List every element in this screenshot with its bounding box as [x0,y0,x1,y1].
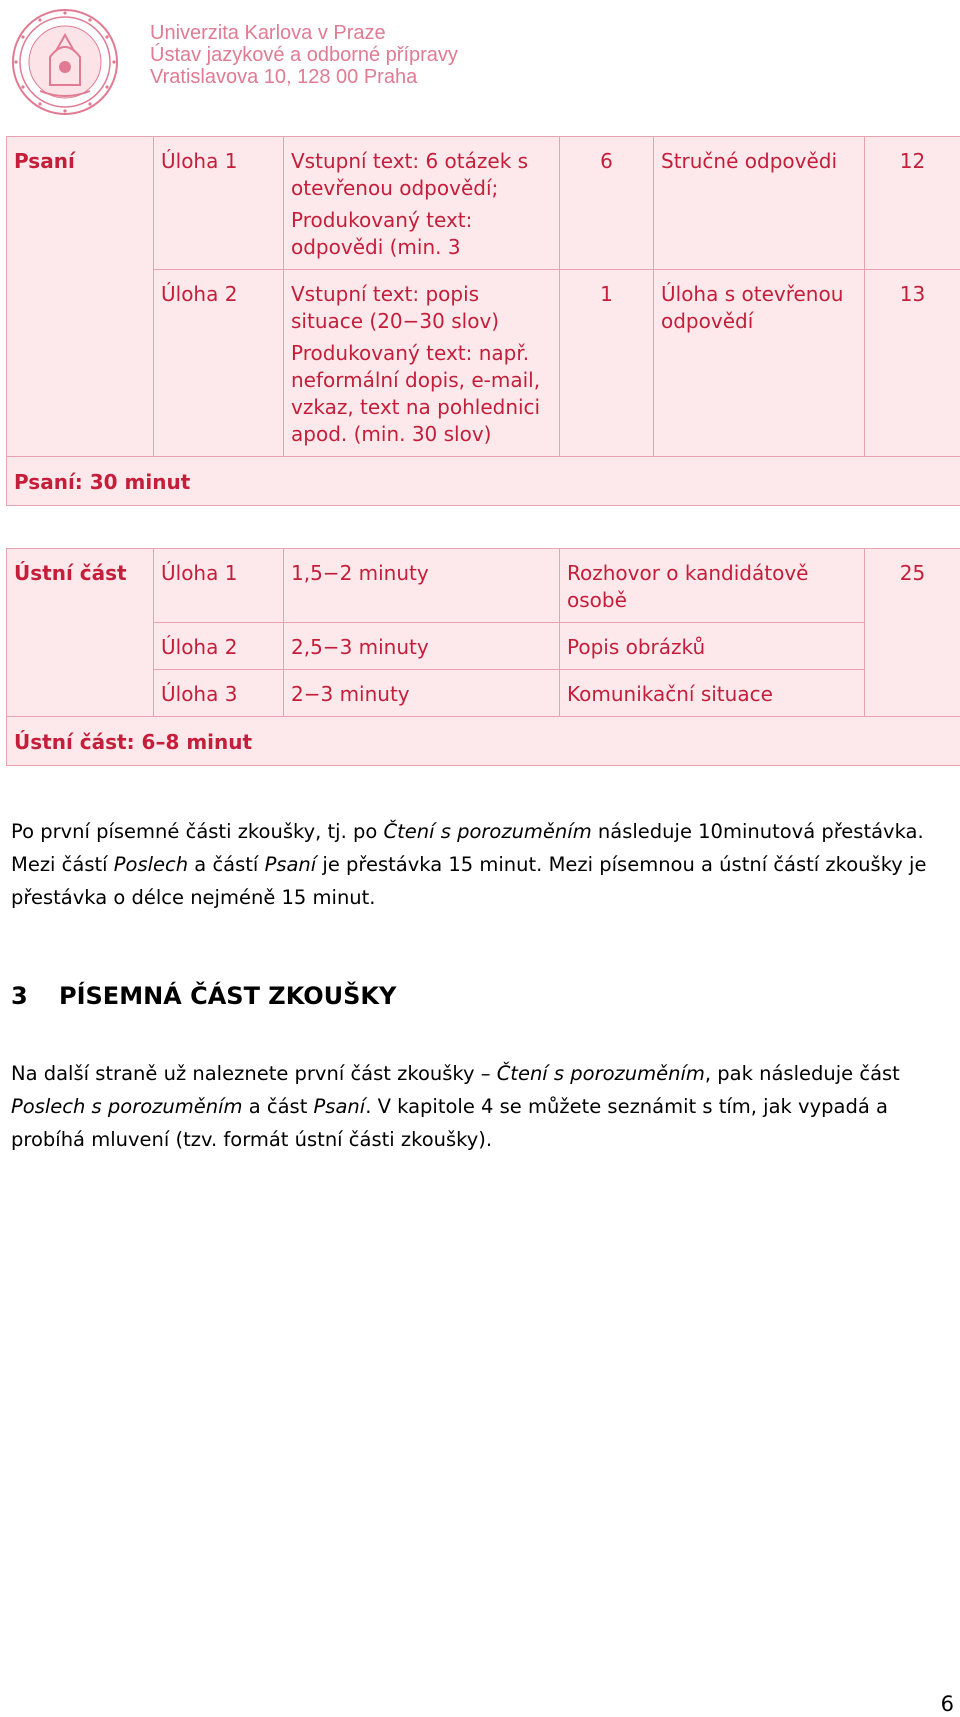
task-duration: 1,5−2 minuty [284,549,560,623]
task-label: Úloha 1 [154,549,284,623]
produced-text: Produkovaný text: odpovědi (min. 3 [291,208,473,259]
university-seal-icon [10,7,120,117]
task-label: Úloha 2 [154,270,284,457]
section-label: Ústní část [7,549,154,623]
table-row [7,717,960,766]
section-label-empty [7,670,154,717]
break-info-paragraph [11,815,956,914]
page-number: 6 [940,1692,954,1716]
task-label: Úloha 3 [154,670,284,717]
university-name: Univerzita Karlova v Praze [150,22,386,44]
table-row [7,549,960,623]
table-row [7,137,960,270]
input-text: Vstupní text: popis situace (20−30 slov) [291,282,500,333]
item-count: 6 [560,137,654,270]
writing-exam-table [6,136,960,506]
table-row [7,457,960,506]
section-reference: Poslech [113,853,189,876]
section-duration: Psaní: 30 minut [7,457,960,506]
section-reference: Psaní [264,853,317,876]
table-row [7,270,960,457]
text-run: a částí [188,853,265,876]
task-duration: 2,5−3 minuty [284,623,560,670]
section-title: PÍSEMNÁ ČÁST ZKOUŠKY [59,982,397,1010]
section-reference: Poslech s porozuměním [11,1095,243,1118]
input-text: Vstupní text: 6 otázek s otevřenou odpovědí; [291,149,529,200]
section-number: 3 [11,982,28,1010]
text-run: , pak následuje část [704,1062,900,1085]
section-label: Psaní [7,137,154,270]
task-label: Úloha 1 [154,137,284,270]
task-topic: Popis obrázků [560,623,865,670]
produced-text: Produkovaný text: např. neformální dopis, e-mail, vzkaz, text na pohlednici apod. (min. 30 slov) [291,341,541,446]
task-topic: Komunikační situace [560,670,865,717]
section-heading [11,982,396,1010]
table-row [7,623,960,670]
section-reference: Psaní [313,1095,366,1118]
text-run: a část [242,1095,314,1118]
institution-header [150,22,458,88]
text-run: Na další straně už naleznete první část zkoušky – [11,1062,497,1085]
task-topic: Rozhovor o kandidátově osobě [560,549,865,623]
table-row [7,670,960,717]
section-reference: Čtení s porozuměním [496,1062,705,1085]
item-count: 1 [560,270,654,457]
text-run: je přestávka 15 minut. Mezi písemnou a ústní částí zkoušky je přestávka o délce nejméně 15 minut. [11,853,927,909]
institute-name: Ústav jazykové a odborné přípravy [150,44,458,66]
task-type: Úloha s otevřenou odpovědí [654,270,865,457]
written-part-intro-paragraph [11,1057,956,1156]
section-reference: Čtení s porozuměním [383,820,592,843]
section-label-empty [7,623,154,670]
section-points: 25 [865,549,960,717]
text-run: . V kapitole 4 se můžete seznámit s tím, jak vypadá a probíhá mluvení (tzv. formát ústní části zkoušky). [11,1095,888,1151]
oral-exam-table [6,548,960,766]
task-duration: 2−3 minuty [284,670,560,717]
task-description [284,137,560,270]
text-run: následuje 10minutová přestávka. Mezi částí [11,820,924,876]
section-label-empty [7,270,154,457]
task-type: Stručné odpovědi [654,137,865,270]
text-run: Po první písemné části zkoušky, tj. po [11,820,384,843]
task-points: 12 [865,137,960,270]
task-points: 13 [865,270,960,457]
institute-address: Vratislavova 10, 128 00 Praha [150,66,418,88]
task-description [284,270,560,457]
section-duration: Ústní část: 6–8 minut [7,717,960,766]
task-label: Úloha 2 [154,623,284,670]
